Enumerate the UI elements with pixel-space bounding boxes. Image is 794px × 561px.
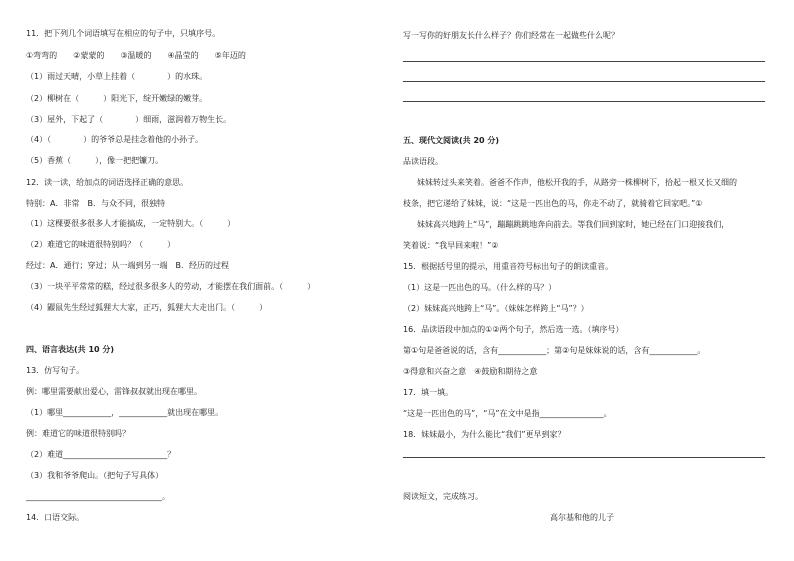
q17-stem: 17．填一填。 xyxy=(403,388,454,397)
q11-sentence-3: （3）屋外，下起了（ ）细雨，滋润着万物生长。 xyxy=(26,115,232,124)
reading-instruction-2: 阅读短文，完成练习。 xyxy=(403,492,483,501)
q16-options: ③得意和兴奋之意 ④鼓励和期待之意 xyxy=(403,367,538,376)
passage-line-2: 枝条，把它递给了妹妹，说：“这是一匹出色的马，你走不动了，就骑着它回家吧。”① xyxy=(403,199,703,208)
q13-answer-blank[interactable]: __________________________________。 xyxy=(26,492,170,501)
q12-item-4: （4）鼹鼠先生经过狐狸大大家，正巧，狐狸大大走出门。（ ） xyxy=(26,303,268,312)
q18-answer-line[interactable] xyxy=(403,457,765,458)
reading-instruction: 品读语段。 xyxy=(403,157,443,166)
q13-stem: 13．仿写句子。 xyxy=(26,366,85,375)
writing-prompt: 写一写你的好朋友长什么样子？你们经常在一起做些什么呢？ xyxy=(403,31,619,40)
q11-options: ①弯弯的 ②蒙蒙的 ③温暖的 ④晶莹的 ⑤年迈的 xyxy=(26,51,246,60)
q15-item-2: （2）妹妹高兴地跨上“马”。（妹妹怎样跨上“马”？） xyxy=(403,304,589,313)
q17-fill: “这是一匹出色的马”，“马”在文中是指________________。 xyxy=(403,409,612,418)
q13-fill-3: （3）我和爷爷爬山。（把句子写具体） xyxy=(26,471,164,480)
answer-line-2[interactable] xyxy=(403,81,765,82)
q15-stem: 15．根据括号里的提示，用重音符号标出句子的朗读重音。 xyxy=(403,262,614,271)
answer-line-3[interactable] xyxy=(403,101,765,102)
q18-stem: 18．妹妹最小，为什么能比“我们”更早到家？ xyxy=(403,430,566,439)
q11-sentence-5: （5）香蕉（ ），像一把把镰刀。 xyxy=(26,156,164,165)
passage-line-3: 妹妹高兴地跨上“马”，蹦蹦跳跳地奔向前去。等我们回到家时，她已经在门口迎接我们， xyxy=(417,220,730,229)
q12-item-1: （1）这棵要很多很多人才能搞成，一定特别大。（ ） xyxy=(26,219,236,228)
passage-title: 高尔基和他的儿子 xyxy=(550,513,614,522)
q12-item-2: （2）难道它的味道很特别吗？（ ） xyxy=(26,240,176,249)
q12-stem: 12．读一读，给加点的词语选择正确的意思。 xyxy=(26,178,189,187)
passage-line-1: 妹妹转过头来笑着。爸爸不作声，他松开我的手，从路旁一株柳树下，拾起一根又长又细的 xyxy=(417,178,737,187)
q11-sentence-4: （4）（ ）的爷爷总是挂念着他的小孙子。 xyxy=(26,135,204,144)
q12-options-1: 特别：A．非常 B．与众不同，很独特 xyxy=(26,199,165,208)
q11-stem: 11．把下列几个词语填写在相应的句子中，只填序号。 xyxy=(26,29,221,38)
q11-sentence-2: （2）柳树在（ ）阳光下，绽开嫩绿的嫩芽。 xyxy=(26,94,208,103)
right-column xyxy=(397,0,794,561)
passage-line-4: 笑着说：“我早回来啦！”② xyxy=(403,241,499,250)
answer-line-1[interactable] xyxy=(403,61,765,62)
q14-stem: 14．口语交际。 xyxy=(26,513,85,522)
q13-example-2: 例：难道它的味道很特别吗？ xyxy=(26,429,130,438)
q16-stem: 16．品读语段中加点的①②两个句子，然后选一选。（填序号） xyxy=(403,325,624,334)
q15-item-1: （1）这是一匹出色的马。（什么样的马？） xyxy=(403,283,557,292)
section-5-heading: 五、现代文阅读(共 20 分) xyxy=(403,136,500,145)
q12-item-3: （3）一块平平常常的糕，经过很多很多人的劳动，才能摆在我们面前。（ ） xyxy=(26,282,316,291)
q13-fill-2: （2）难道__________________________？ xyxy=(26,450,176,459)
q11-sentence-1: （1）雨过天晴，小草上挂着（ ）的水珠。 xyxy=(26,72,208,81)
q16-fill: 第①句是爸爸说的话，含有____________；第②句是妹妹说的话，含有____________。 xyxy=(403,346,706,355)
q13-example-1: 例：哪里需要献出爱心，雷锋叔叔就出现在哪里。 xyxy=(26,387,202,396)
section-4-heading: 四、语言表达(共 10 分) xyxy=(26,345,115,354)
q12-options-2: 经过：A．通行；穿过；从一端到另一端 B．经历的过程 xyxy=(26,261,229,270)
q13-fill-1: （1）哪里____________，____________就出现在哪里。 xyxy=(26,408,224,417)
